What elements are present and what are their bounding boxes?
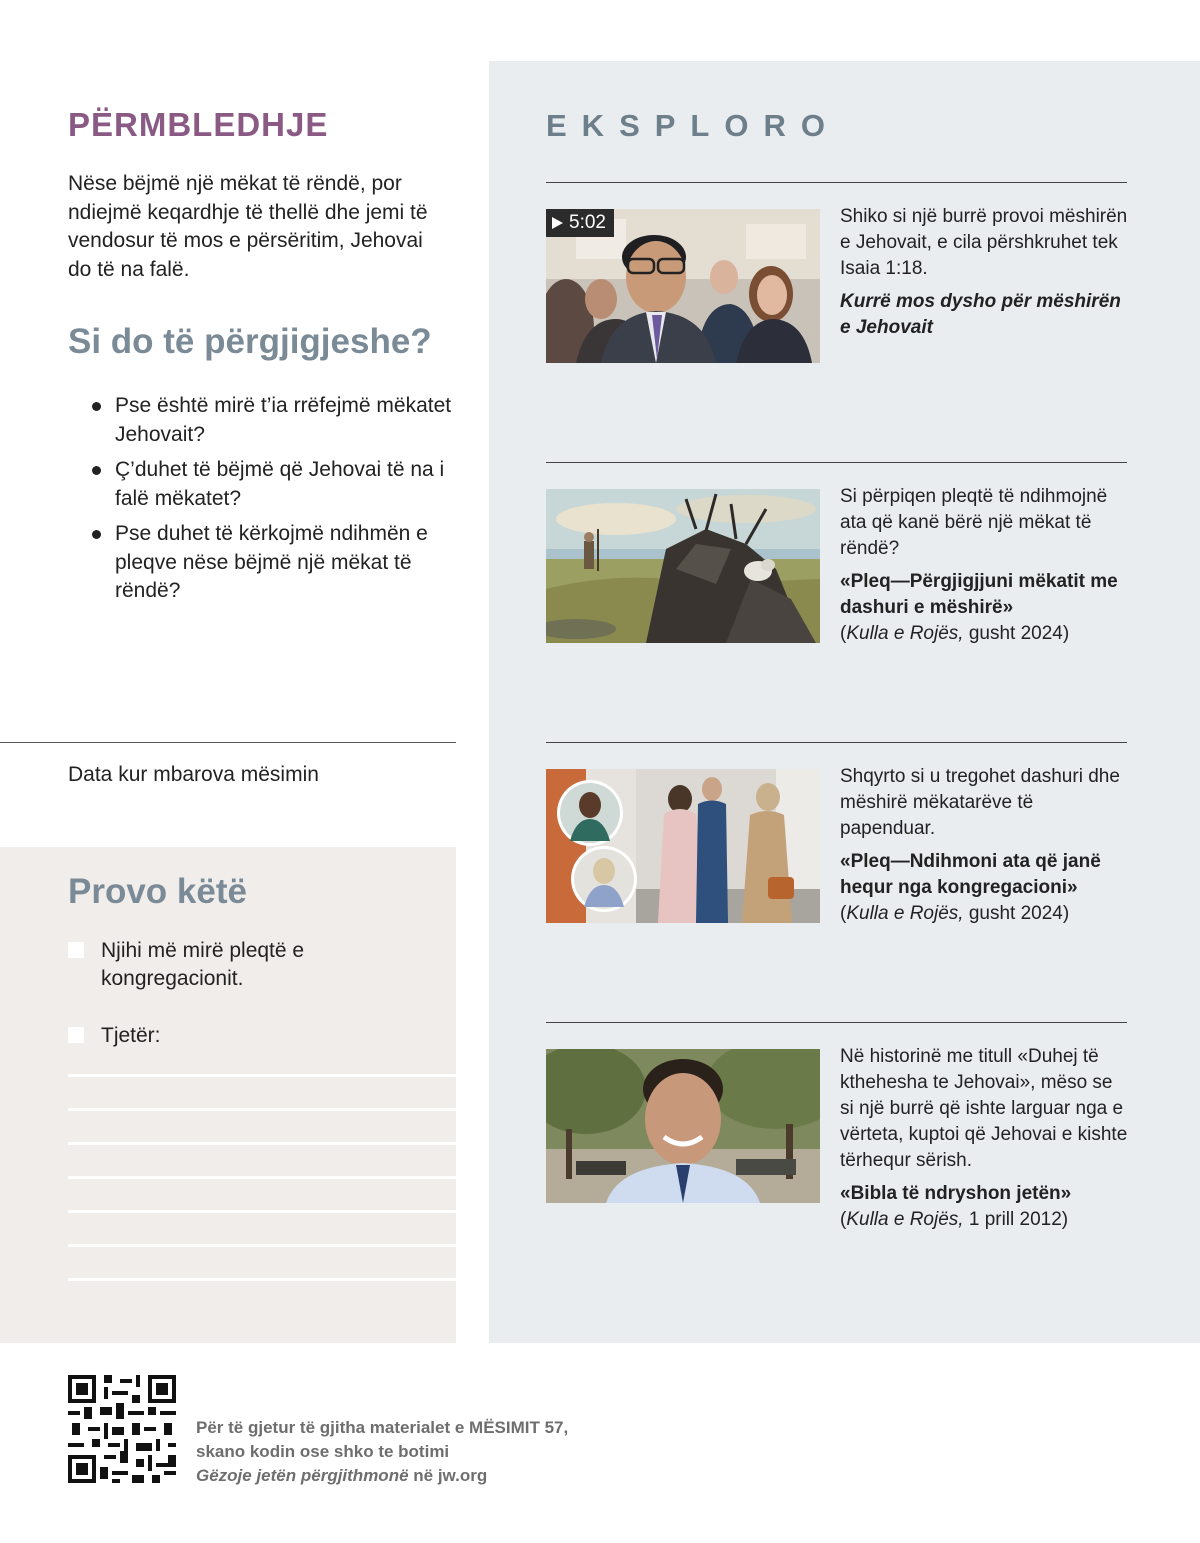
divider xyxy=(546,742,1127,743)
explore-entry xyxy=(840,204,1130,341)
entry-description: Shqyrto si u tregohet dashuri dhe mëshirë mëkatarëve të papenduar. xyxy=(840,766,1120,839)
women-greeting-image xyxy=(546,769,820,923)
publication-name: Kulla e Rojës, xyxy=(846,623,964,644)
entry-reference-source: (Kulla e Rojës, gusht 2024) xyxy=(840,903,1070,924)
writing-line[interactable] xyxy=(68,1074,456,1077)
entry-description: Si përpiqen pleqtë të ndihmojnë ata që kanë bërë një mëkat të rëndë? xyxy=(840,486,1108,559)
try-this-item-label: Tjetër: xyxy=(101,1024,161,1047)
explore-entry xyxy=(840,1044,1130,1233)
question-item xyxy=(92,456,452,513)
bullet-icon xyxy=(92,402,101,411)
try-this-item-label: Njihi më mirë pleqtë e kongregacionit. xyxy=(101,939,305,990)
play-icon xyxy=(552,217,563,229)
qr-code-icon[interactable] xyxy=(68,1375,176,1483)
summary-text: Nëse bëjmë një mëkat të rëndë, por ndiejmë keqardhje të thellë dhe jemi të vendosur të mos e përsëritim, Jehovai do të na falë. xyxy=(68,172,428,281)
writing-line[interactable] xyxy=(68,1108,456,1111)
footer-line-2: skano kodin ose shko te botimi xyxy=(196,1442,450,1461)
try-this-item[interactable] xyxy=(68,937,368,993)
entry-reference-title[interactable]: «Pleq—Përgjigjjuni mëkatit me dashuri e mëshirë» xyxy=(840,571,1118,618)
entry-description: Shiko si një burrë provoi mëshirën e Jehovait, e cila përshkruhet tek Isaia 1:18. xyxy=(840,206,1128,279)
question-text: Pse është mirë t’ia rrëfejmë mëkatet Jehovait? xyxy=(115,394,452,446)
publication-name: Kulla e Rojës, xyxy=(846,903,964,924)
questions-title: Si do të përgjigjeshe? xyxy=(68,322,432,361)
video-duration: 5:02 xyxy=(569,212,606,233)
checkbox[interactable] xyxy=(68,1027,84,1043)
footer-site[interactable]: në jw.org xyxy=(408,1466,488,1485)
divider xyxy=(546,462,1127,463)
footer-text xyxy=(196,1416,568,1488)
entry-reference-title[interactable]: «Pleq—Ndihmoni ata që janë hequr nga kongregacioni» xyxy=(840,851,1101,898)
publication-title[interactable]: Gëzoje jetën përgjithmonë xyxy=(196,1466,409,1485)
publication-date: gusht 2024 xyxy=(968,623,1063,644)
try-this-title: Provo këtë xyxy=(68,872,247,911)
writing-line[interactable] xyxy=(68,1142,456,1145)
questions-list xyxy=(92,392,452,613)
question-item xyxy=(92,520,452,606)
entry-reference-title[interactable]: «Bibla të ndryshon jetën» xyxy=(840,1183,1072,1204)
video-duration-badge xyxy=(546,209,614,237)
article-thumbnail[interactable] xyxy=(546,1049,820,1203)
man-portrait-image xyxy=(546,1049,820,1203)
writing-line[interactable] xyxy=(68,1210,456,1213)
entry-reference-source: (Kulla e Rojës, gusht 2024) xyxy=(840,623,1070,644)
explore-entry xyxy=(840,484,1130,647)
summary-title: PËRMBLEDHJE xyxy=(68,106,329,143)
writing-line[interactable] xyxy=(68,1176,456,1179)
divider xyxy=(546,1022,1127,1023)
divider xyxy=(546,182,1127,183)
footer-line-3 xyxy=(196,1464,568,1488)
explore-entry xyxy=(840,764,1130,927)
completion-date-label: Data kur mbarova mësimin xyxy=(68,763,319,786)
explore-title: EKSPLORO xyxy=(546,108,840,143)
shepherd-painting-image xyxy=(546,489,820,643)
writing-line[interactable] xyxy=(68,1244,456,1247)
article-thumbnail[interactable] xyxy=(546,769,820,923)
try-this-item[interactable] xyxy=(68,1022,368,1050)
divider xyxy=(0,742,456,743)
question-text: Pse duhet të kërkojmë ndihmën e pleqve nëse bëjmë një mëkat të rëndë? xyxy=(115,522,428,602)
article-thumbnail[interactable] xyxy=(546,489,820,643)
writing-line[interactable] xyxy=(68,1278,456,1281)
question-item xyxy=(92,392,452,449)
publication-name: Kulla e Rojës, xyxy=(846,1209,964,1230)
checkbox[interactable] xyxy=(68,942,84,958)
entry-reference-title[interactable]: Kurrë mos dysho për mëshirën e Jehovait xyxy=(840,291,1121,338)
entry-description: Në historinë me titull «Duhej të kthehesha te Jehovai», mëso se si një burrë që ishte larguar nga e vërteta, kuptoi që Jehovai e kishte tërhequr sërish. xyxy=(840,1046,1128,1171)
footer-line-1: Për të gjetur të gjitha materialet e MËSIMIT 57, xyxy=(196,1418,569,1437)
video-thumbnail[interactable] xyxy=(546,209,820,363)
publication-date: gusht 2024 xyxy=(968,903,1063,924)
entry-reference-source: (Kulla e Rojës, 1 prill 2012) xyxy=(840,1209,1069,1230)
question-text: Ç’duhet të bëjmë që Jehovai të na i falë mëkatet? xyxy=(115,458,445,510)
publication-date: 1 prill 2012 xyxy=(968,1209,1062,1230)
bullet-icon xyxy=(92,530,101,539)
try-this-panel xyxy=(0,847,456,1343)
bullet-icon xyxy=(92,466,101,475)
